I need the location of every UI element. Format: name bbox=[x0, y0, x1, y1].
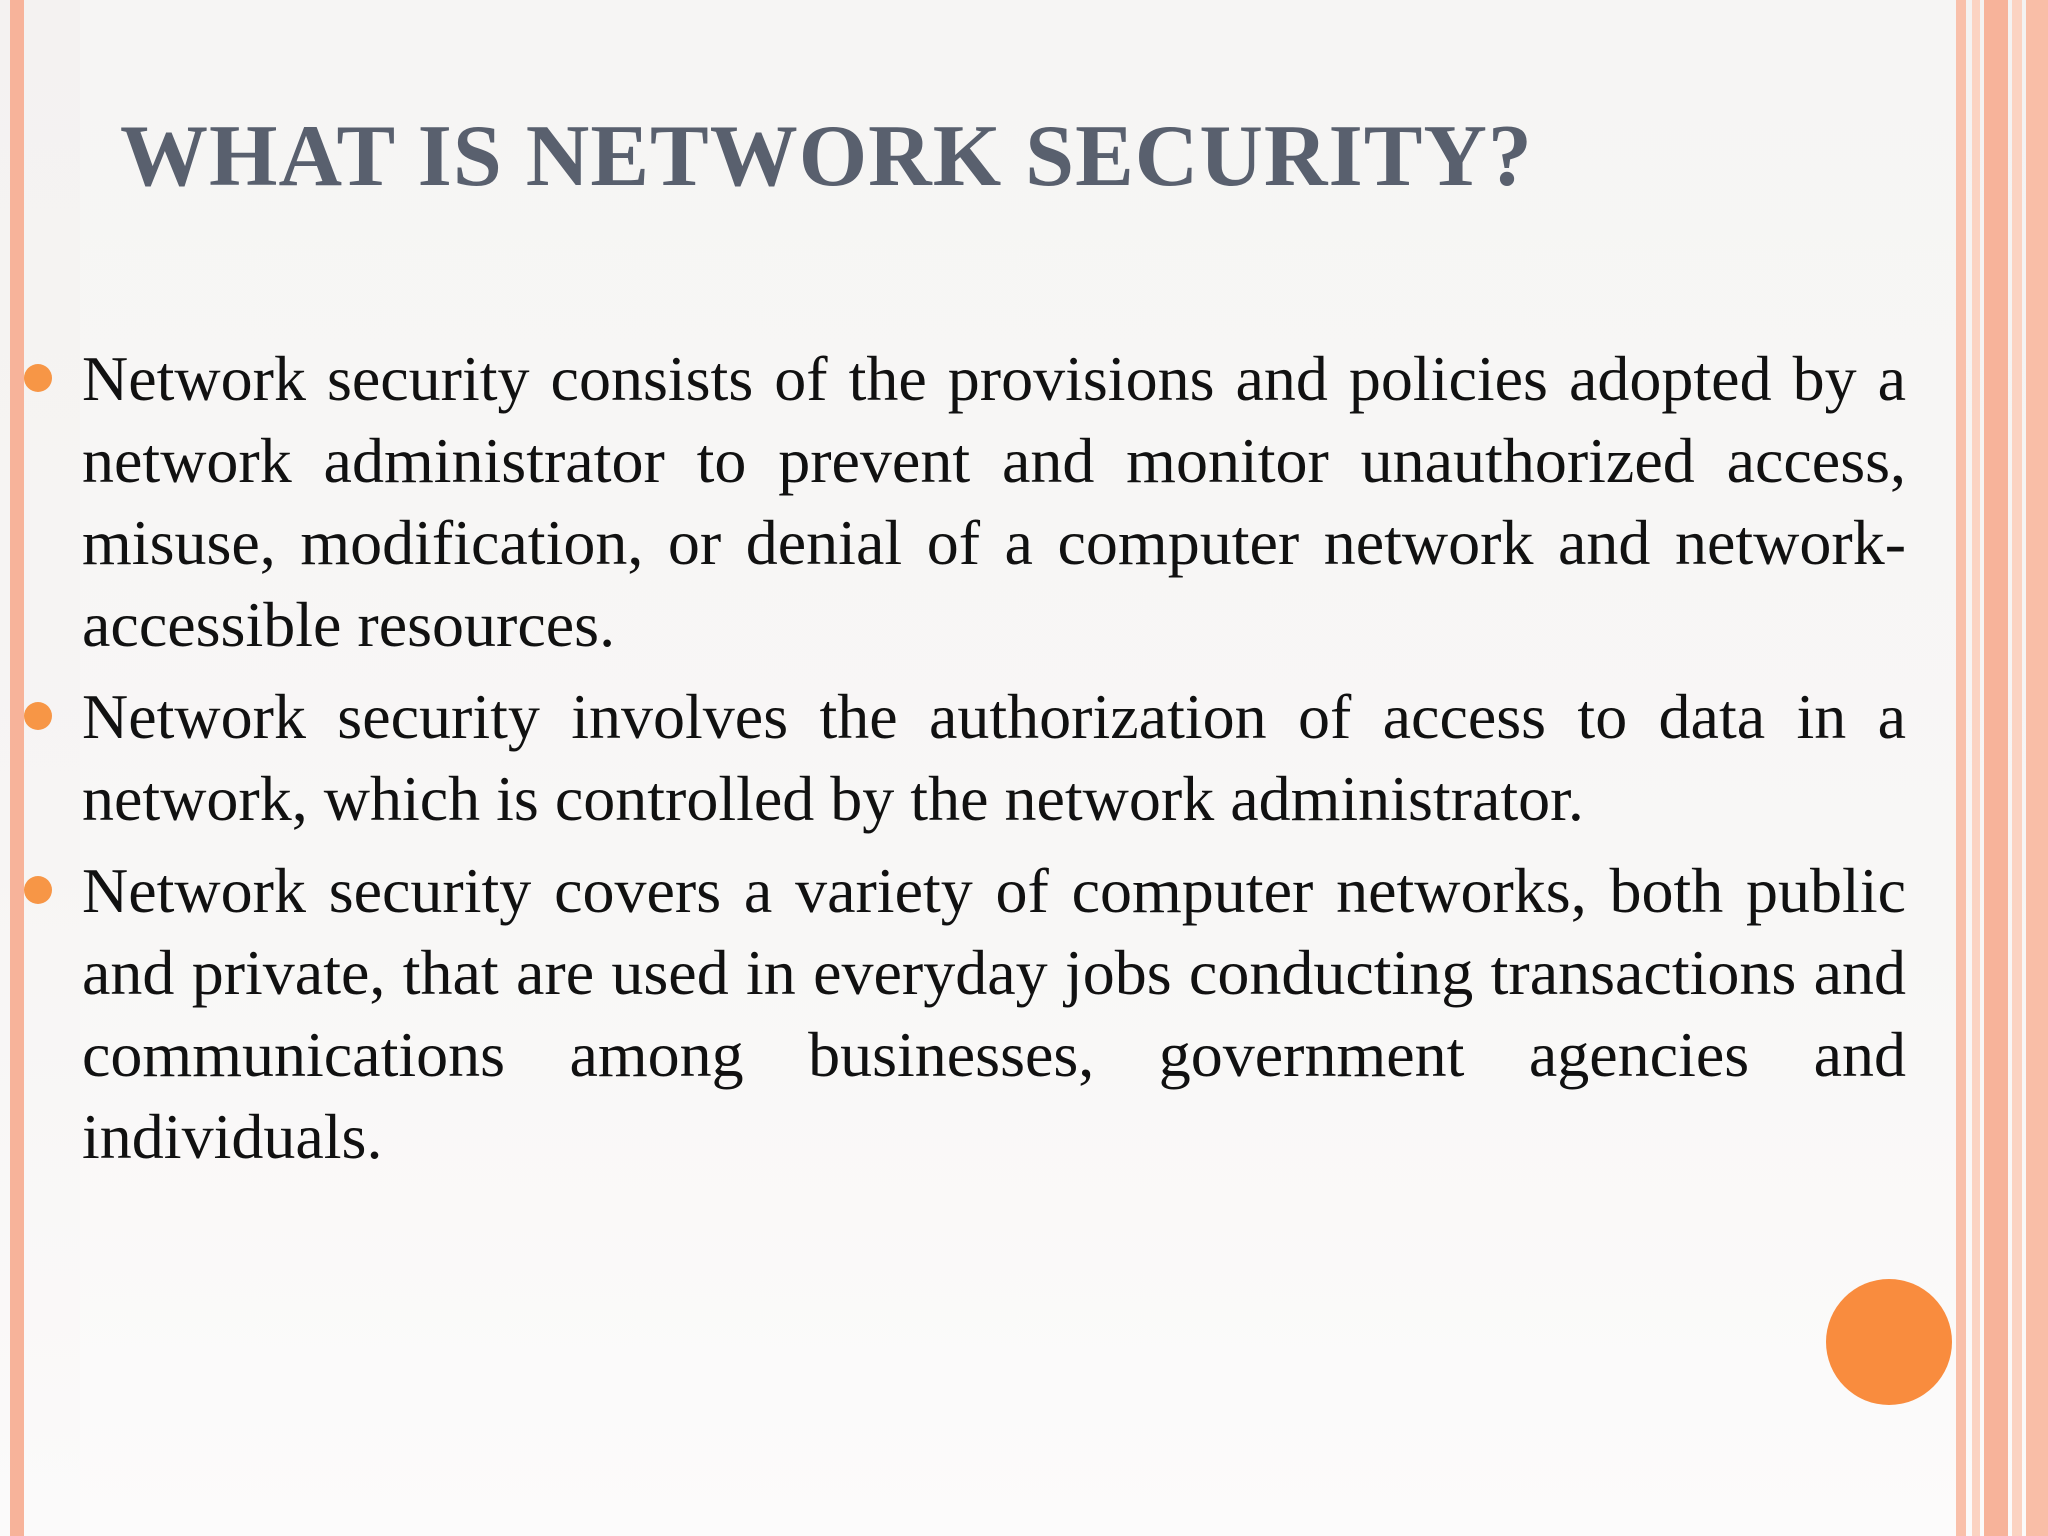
bullet-text: Network security covers a variety of computer networks, both public and private, that are used in everyday jobs conducting transactions and communications among businesses, government agencies and individuals. bbox=[82, 855, 1906, 1172]
bullet-item bbox=[82, 850, 1906, 1178]
bullet-dot-icon bbox=[24, 702, 52, 730]
bullet-list bbox=[82, 338, 1906, 1188]
right-border-stripe bbox=[2012, 0, 2022, 1536]
bullet-text: Network security involves the authorization of access to data in a network, which is controlled by the network administrator. bbox=[82, 681, 1906, 834]
right-border-stripe bbox=[2026, 0, 2048, 1536]
bullet-item bbox=[82, 338, 1906, 666]
right-border-stripe bbox=[1956, 0, 1966, 1536]
bullet-dot-icon bbox=[24, 876, 52, 904]
bullet-dot-icon bbox=[24, 364, 52, 392]
right-border-stripe bbox=[1984, 0, 2008, 1536]
right-border-stripe bbox=[1972, 0, 1980, 1536]
orange-circle-decoration bbox=[1826, 1279, 1952, 1405]
bullet-item bbox=[82, 676, 1906, 840]
left-border-stripe bbox=[10, 0, 24, 1536]
bullet-text: Network security consists of the provisions and policies adopted by a network administrator to prevent and monitor unauthorized access, misuse, modification, or denial of a computer network and network-accessible resources. bbox=[82, 343, 1906, 660]
slide-title: WHAT IS NETWORK SECURITY? bbox=[120, 108, 1533, 205]
